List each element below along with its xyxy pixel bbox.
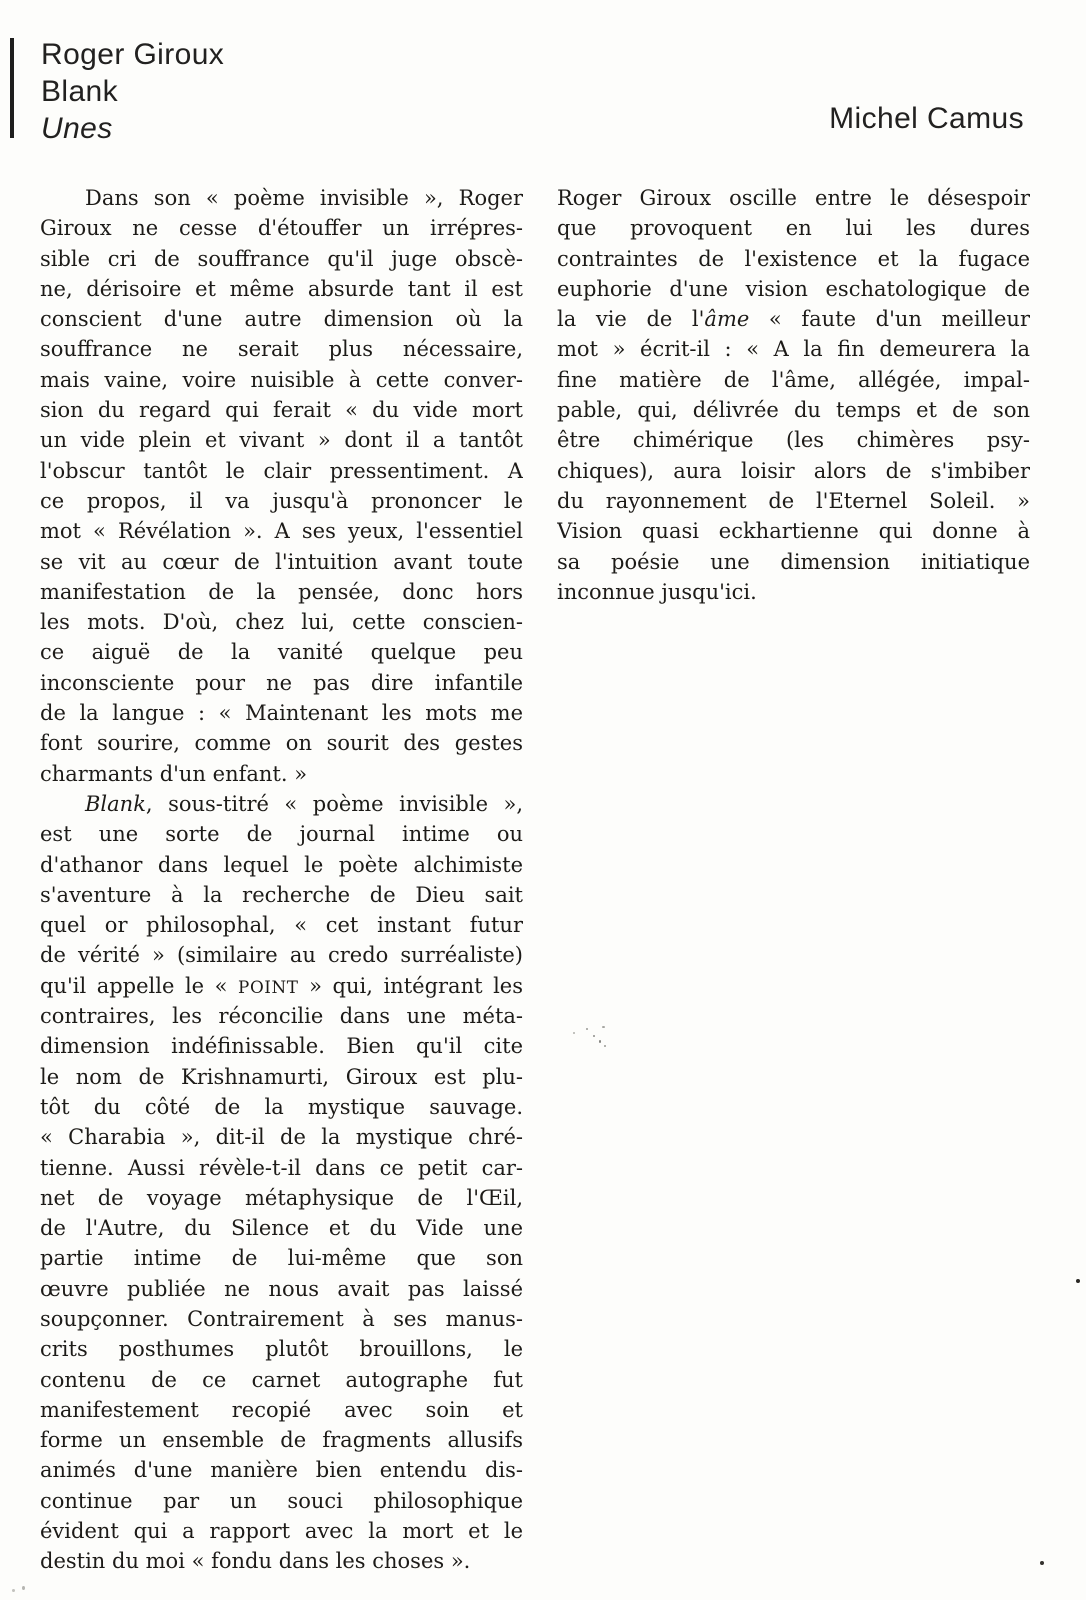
text-line: la vie de l'âme « faute d'un meilleur [557, 307, 1030, 332]
text-line: tienne. Aussi révèle-t-il dans ce petit car- [40, 1155, 523, 1180]
text-line: qu'il appelle le « POINT » qui, intégrant les [40, 973, 523, 998]
text-line: ne, dérisoire et même absurde tant il est [40, 276, 523, 301]
paragraph [40, 183, 523, 789]
text-line: « Charabia », dit-il de la mystique chré- [40, 1125, 523, 1150]
scan-speckle [1076, 1279, 1080, 1283]
text-line: sible cri de souffrance qu'il juge obscè- [40, 246, 523, 271]
text-line: souffrance ne serait plus nécessaire, [40, 337, 523, 362]
text-line: mot » écrit-il : « A la fin demeurera la [557, 337, 1030, 362]
title-rule [10, 38, 14, 138]
text-line: charmants d'un enfant. » [40, 761, 308, 786]
text-line: d'athanor dans lequel le poète alchimiste [40, 852, 523, 877]
text-line: Roger Giroux oscille entre le désespoir [557, 186, 1030, 210]
text-line: soupçonner. Contrairement à ses manus- [40, 1306, 523, 1331]
text-line: Dans son « poème invisible », Roger [85, 186, 523, 210]
text-line: Giroux ne cesse d'étouffer un irrépres- [40, 216, 523, 241]
text-line: œuvre publiée ne nous avait pas laissé [40, 1276, 523, 1301]
text-line: être chimérique (les chimères psy- [557, 428, 1030, 453]
text-line: contenu de ce carnet autographe fut [40, 1367, 523, 1392]
text-line: crits posthumes plutôt brouillons, le [40, 1337, 523, 1362]
text-line: Vision quasi eckhartienne qui donne à [557, 519, 1030, 544]
text-line: ce propos, il va jusqu'à prononcer le [40, 488, 523, 513]
right-column [557, 183, 1030, 607]
text-line: tôt du côté de la mystique sauvage. [40, 1094, 523, 1119]
text-line: se vit au cœur de l'intuition avant toute [40, 549, 523, 574]
scan-speckle [593, 1035, 595, 1037]
text-line: partie intime de lui-même que son [40, 1246, 523, 1271]
text-line: net de voyage métaphysique de l'Œil, [40, 1185, 523, 1210]
left-column [40, 183, 523, 1577]
text-line: contraires, les réconcilie dans une méta- [40, 1004, 523, 1029]
text-line: contraintes de l'existence et la fugace [557, 246, 1030, 271]
text-line: inconsciente pour ne pas dire infantile [40, 670, 523, 695]
text-line: est une sorte de journal intime ou [40, 822, 523, 847]
scan-speckle [604, 1045, 606, 1047]
scan-speckle [1040, 1561, 1044, 1565]
text-line: conscient d'une autre dimension où la [40, 307, 523, 332]
text-line: continue par un souci philosophique [40, 1488, 523, 1513]
book-title: Blank [41, 75, 119, 108]
text-line: chiques), aura loisir alors de s'imbiber [557, 458, 1030, 483]
text-line: forme un ensemble de fragments allusifs [40, 1428, 523, 1453]
text-line: manifestement recopié avec soin et [40, 1397, 523, 1422]
book-title-block [41, 36, 224, 147]
text-line: Blank, sous-titré « poème invisible », [85, 791, 523, 816]
text-line: le nom de Krishnamurti, Giroux est plu- [40, 1064, 523, 1089]
text-line: animés d'une manière bien entendu dis- [40, 1458, 523, 1483]
text-line: du rayonnement de l'Eternel Soleil. » [557, 488, 1030, 513]
book-series: Unes [41, 112, 113, 145]
text-line: dimension indéfinissable. Bien qu'il cite [40, 1034, 523, 1059]
text-line: un vide plein et vivant » dont il a tantôt [40, 428, 523, 453]
book-author: Roger Giroux [41, 38, 225, 71]
text-line: euphorie d'une vision eschatologique de [557, 276, 1030, 301]
scan-speckle [12, 1589, 15, 1592]
reviewer-name: Michel Camus [829, 102, 1024, 135]
text-line: ce aiguë de la vanité quelque peu [40, 640, 523, 665]
text-line: fine matière de l'âme, allégée, impal- [557, 367, 1030, 392]
scan-speckle [602, 1026, 605, 1028]
text-line: mot « Révélation ». A ses yeux, l'essentiel [40, 519, 523, 544]
text-line: évident qui a rapport avec la mort et le [40, 1519, 523, 1544]
text-line: de la langue : « Maintenant les mots me [40, 701, 523, 726]
text-line: pable, qui, délivrée du temps et de son [557, 398, 1030, 423]
text-line: destin du moi « fondu dans les choses ». [40, 1549, 471, 1574]
text-line: les mots. D'où, chez lui, cette conscien- [40, 610, 523, 635]
text-line: de l'Autre, du Silence et du Vide une [40, 1216, 523, 1241]
paragraph [557, 183, 1030, 607]
text-line: s'aventure à la recherche de Dieu sait [40, 882, 523, 907]
text-line: de vérité » (similaire au credo surréaliste) [40, 943, 523, 968]
text-line: sion du regard qui ferait « du vide mort [40, 398, 523, 423]
text-line: l'obscur tantôt le clair pressentiment. A [40, 458, 523, 483]
scan-speckle [599, 1040, 601, 1043]
text-line: inconnue jusqu'ici. [557, 579, 757, 604]
text-line: font sourire, comme on sourit des gestes [40, 731, 523, 756]
text-line: mais vaine, voire nuisible à cette conver- [40, 367, 523, 392]
scan-speckle [22, 1586, 25, 1590]
text-line: quel or philosophal, « cet instant futur [40, 913, 523, 938]
paragraph [40, 789, 523, 1577]
text-line: sa poésie une dimension initiatique [557, 549, 1030, 574]
scan-speckle [586, 1028, 588, 1030]
text-line: que provoquent en lui les dures [557, 216, 1030, 241]
text-line: manifestation de la pensée, donc hors [40, 579, 523, 604]
scan-speckle [573, 1032, 575, 1034]
